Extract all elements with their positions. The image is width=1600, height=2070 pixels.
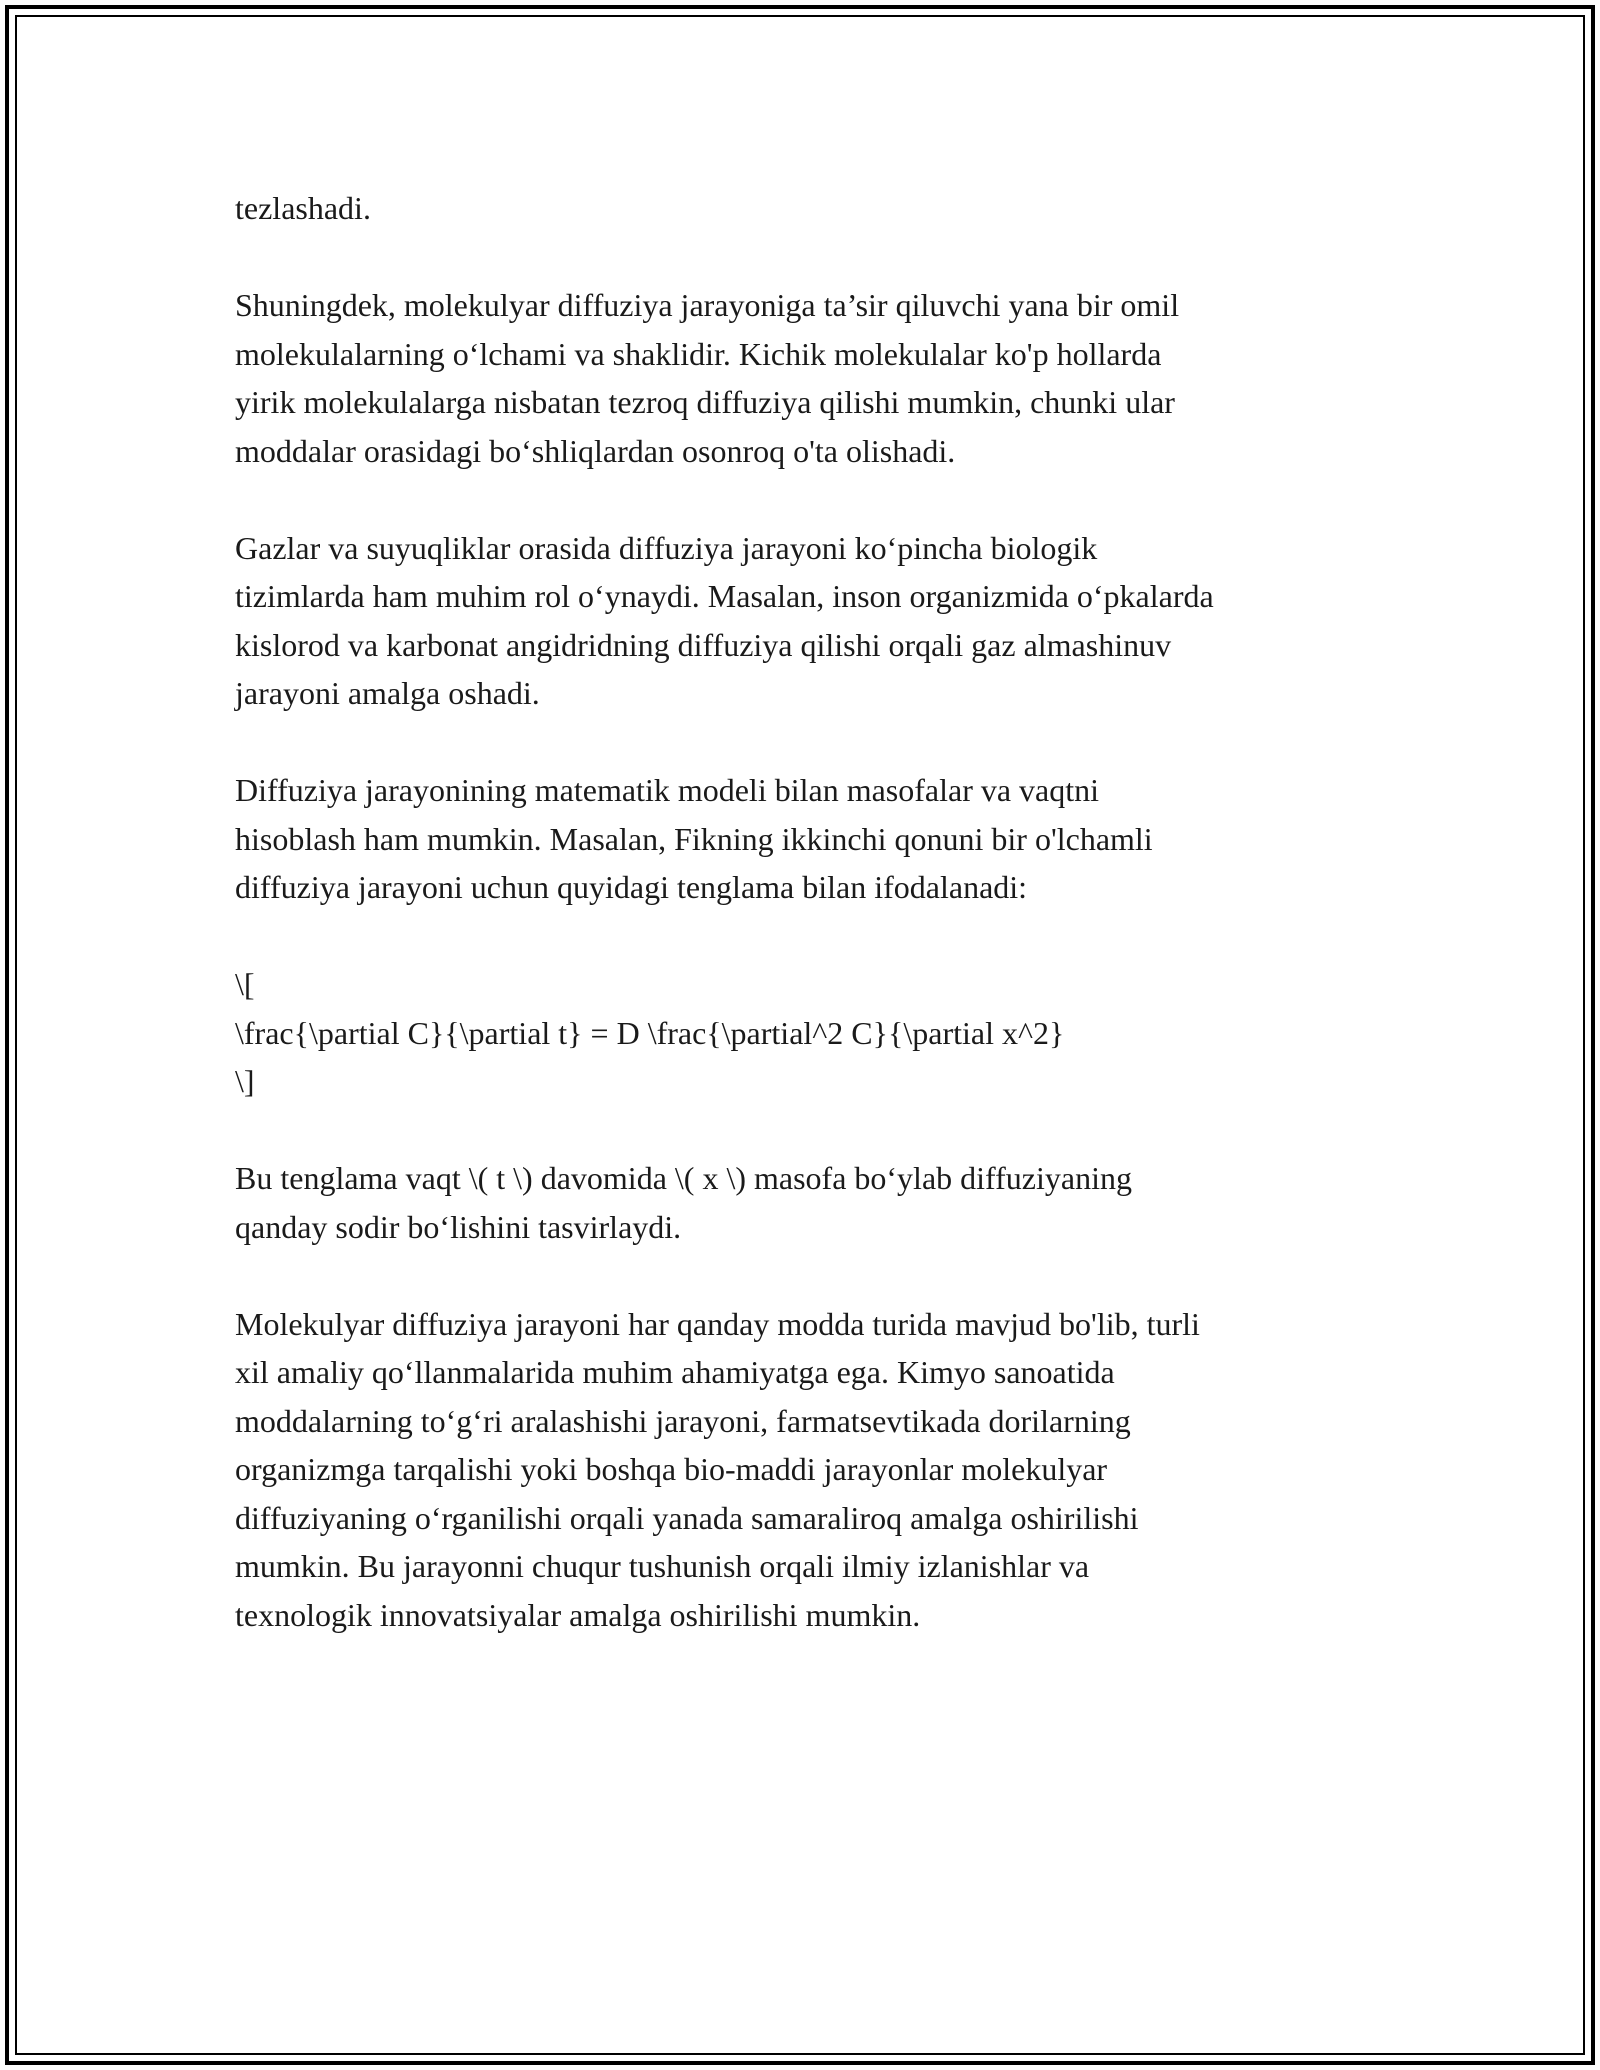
- paragraph-equation-description: Bu tenglama vaqt \( t \) davomida \( x \) masofa bo‘ylab diffuziyaning qanday sodir bo‘lishini tasvirlaydi.: [235, 1160, 1132, 1245]
- paragraph-continuation: tezlashadi.: [235, 190, 371, 226]
- document-body: [235, 184, 1375, 1688]
- paragraph-biological-systems: Gazlar va suyuqliklar orasida diffuziya jarayoni ko‘pincha biologik tizimlarda ham muhim rol o‘ynaydi. Masalan, inson organizmida o‘pkalarda kislorod va karbonat angidridning diffuziya qilishi orqali gaz almashinuv jarayoni amalga oshadi.: [235, 529, 1214, 711]
- equation-fick-second-law: \[ \frac{\partial C}{\partial t} = D \frac{\partial^2 C}{\partial x^2} \]: [235, 966, 1065, 1099]
- paragraph-applications: Molekulyar diffuziya jarayoni har qanday modda turida mavjud bo'lib, turli xil amaliy qo‘llanmalarida muhim ahamiyatga ega. Kimyo sanoatida moddalarning to‘g‘ri aralashishi jarayoni, farmatsevtikada dorilarning organizmga tarqalishi yoki boshqa bio-maddi jarayonlar molekulyar diffuziyaning o‘rganilishi orqali yanada samaraliroq amalga oshirilishi mumkin. Bu jarayonni chuqur tushunish orqali ilmiy izlanishlar va texnologik innovatsiyalar amalga oshirilishi mumkin.: [235, 1305, 1200, 1633]
- paragraph-mathematical-model: Diffuziya jarayonining matematik modeli bilan masofalar va vaqtni hisoblash ham mumkin. Masalan, Fikning ikkinchi qonuni bir o'lchamli diffuziya jarayoni uchun quyidagi tenglama bilan ifodalanadi:: [235, 772, 1153, 905]
- paragraph-molecule-size: Shuningdek, molekulyar diffuziya jarayoniga ta’sir qiluvchi yana bir omil molekulalarning o‘lchami va shaklidir. Kichik molekulalar ko'p hollarda yirik molekulalarga nisbatan tezroq diffuziya qilishi mumkin, chunki ular moddalar orasidagi bo‘shliqlardan osonroq o'ta olishadi.: [235, 287, 1180, 469]
